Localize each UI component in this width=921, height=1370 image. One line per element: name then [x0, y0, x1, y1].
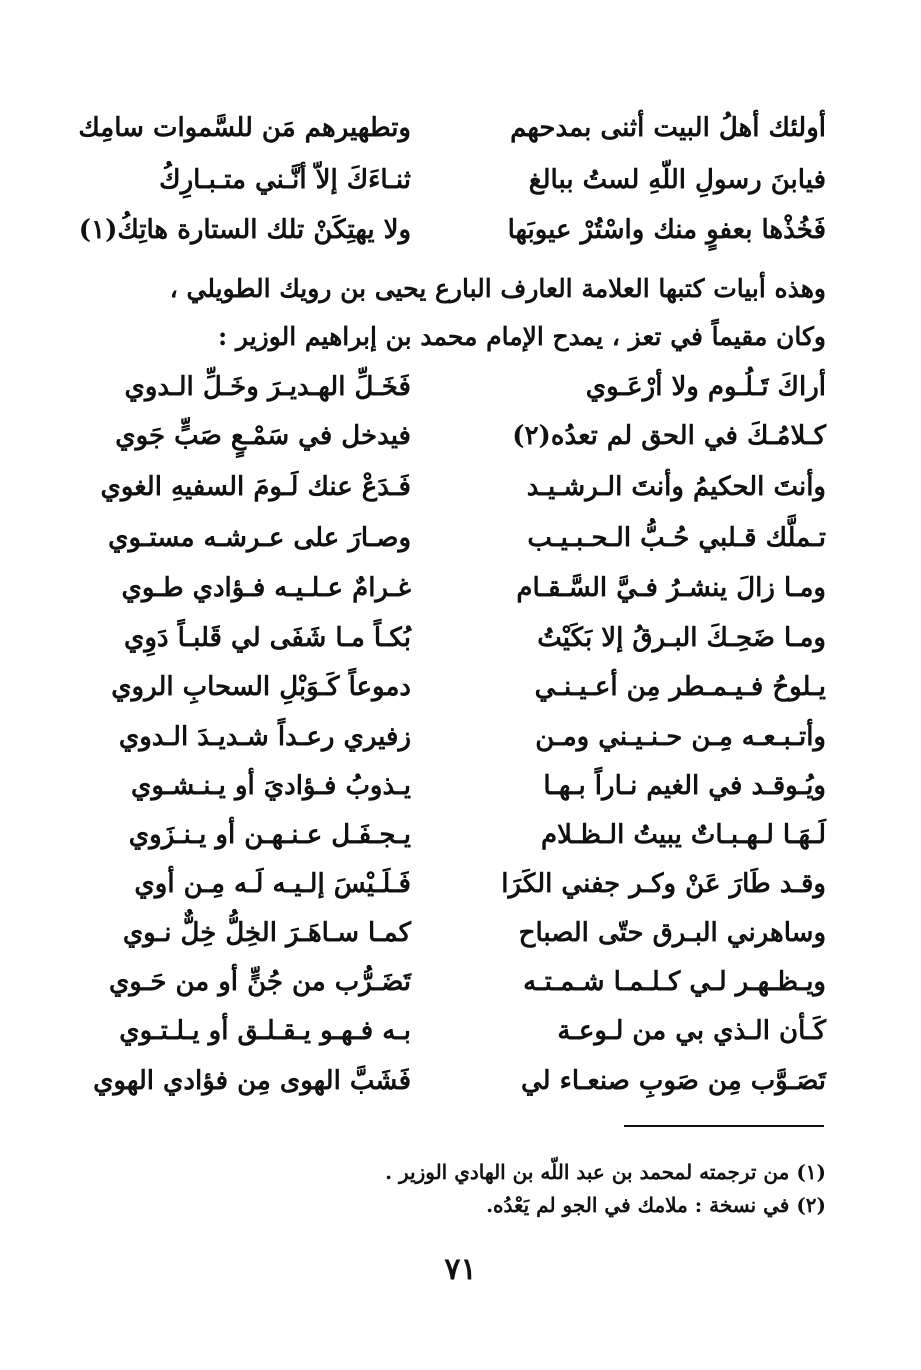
- verse-second-hemistich: فَـدَعْ عنك لَـومَ السفيهِ الغوي: [100, 472, 411, 502]
- verse-first-hemistich: ومـا ضَحِـكَ البـرقُ إلا بَكَيْتُ: [537, 623, 826, 653]
- poem-verse: [81, 1055, 826, 1107]
- verse-second-hemistich: ولا يهتِكَنْ تلك الستارة هاتِكُ(١): [78, 215, 411, 245]
- poem-verse: [81, 661, 826, 713]
- verse-second-hemistich: فَشَبَّ الهوى مِن فؤادي الهوي: [93, 1066, 411, 1096]
- verse-second-hemistich: وتطهيرهم مَن للسَّموات سامِك: [78, 113, 411, 143]
- verse-first-hemistich: وأنتَ الحكيمُ وأنتَ الـرشـيـد: [526, 472, 826, 502]
- intro-verse: [78, 204, 826, 256]
- intro-verse: [81, 154, 826, 206]
- verse-first-hemistich: فَخُذْها بعفوٍ منك واسْتُرْ عيوبَها: [507, 215, 826, 245]
- verse-first-hemistich: ويـظـهـر لـي كـلـمـا شـمـتـه: [523, 967, 826, 997]
- poem-verse: [81, 512, 826, 564]
- verse-first-hemistich: وأتـبـعـه مِـن حـنـيـني ومـن: [535, 722, 826, 752]
- verse-second-hemistich: بـه فـهـو يـقـلـق أو يـلـتـوي: [119, 1016, 411, 1046]
- prose-line: وكان مقيماً في تعز ، يمدح الإمام محمد بن إبراهيم الوزير :: [217, 322, 826, 351]
- verse-second-hemistich: تَضَـرُّب من جُنٍّ أو من حَـوي: [108, 967, 411, 997]
- verse-second-hemistich: فَخَـلِّ الهـديـرَ وخَـلِّ الـدوي: [124, 372, 411, 402]
- footnote-separator: [624, 1125, 824, 1127]
- poem-verse: [81, 612, 826, 664]
- poem-verse: [81, 410, 826, 462]
- page-number: ٧١: [444, 1252, 477, 1287]
- poem-verse: [81, 956, 826, 1008]
- verse-second-hemistich: يـذوبُ فـؤاديَ أو يـنـشـوي: [130, 771, 411, 801]
- verse-second-hemistich: دموعاً كَـوَبْلِ السحابِ الروي: [111, 672, 411, 702]
- poem-verse: [81, 361, 826, 413]
- poem-verse: [81, 461, 826, 513]
- verse-second-hemistich: غـرامٌ عـلـيـه فـؤادي طـوي: [121, 573, 411, 603]
- verse-first-hemistich: كـلامُـكَ في الحق لم تعدُه(٢): [512, 421, 826, 451]
- verse-second-hemistich: وصـارَ على عـرشـه مستـوي: [108, 523, 411, 553]
- verse-first-hemistich: أولئك أهلُ البيت أثنى بمدحهم: [510, 113, 826, 143]
- footnote: (١) من ترجمته لمحمد بن عبد اللّه بن الهادي الوزير .: [385, 1160, 826, 1184]
- verse-second-hemistich: ثنـاءَكَ إلاّ أنَّـني متـبـارِكُ: [159, 165, 411, 195]
- intro-verse: [78, 102, 826, 154]
- verse-first-hemistich: ويُـوقـد في الغيم نـاراً بـهـا: [543, 771, 826, 801]
- verse-second-hemistich: فَـلَـيْسَ إلـيـه لَـه مِـن أوي: [134, 869, 411, 899]
- poem-verse: [81, 711, 826, 763]
- verse-first-hemistich: ومـا زالَ ينشـرُ فـيَّ السَّـقـام: [516, 573, 826, 603]
- verse-first-hemistich: تـملَّك قـلبي حُـبُّ الـحـبـيـب: [527, 523, 826, 553]
- poem-verse: [81, 907, 826, 959]
- verse-first-hemistich: كَـأن الـذي بي من لـوعـة: [557, 1016, 826, 1046]
- verse-first-hemistich: لَـهَـا لـهـبـاتٌ يبيتُ الـظـلام: [541, 820, 826, 850]
- verse-first-hemistich: يـلوحُ فـيـمـطر مِن أعـيـنـي: [534, 672, 826, 702]
- poem-verse: [81, 809, 826, 861]
- verse-second-hemistich: يـجـفَـل عـنـهـن أو يـنـزَوي: [128, 820, 411, 850]
- footnote: (٢) في نسخة : ملامك في الجو لم يَعْدُه.: [486, 1193, 826, 1217]
- poem-verse: [81, 1005, 826, 1057]
- verse-first-hemistich: فيابنَ رسولِ اللّهِ لستُ ببالغ: [528, 165, 826, 195]
- verse-first-hemistich: تَصَـوَّب مِن صَوبِ صنعـاء لي: [520, 1066, 826, 1096]
- poem-verse: [81, 760, 826, 812]
- verse-first-hemistich: وساهرني البـرق حتّى الصباح: [518, 918, 826, 948]
- verse-second-hemistich: فيدخل في سَمْـعٍ صَبٍّ جَوي: [115, 421, 411, 451]
- verse-first-hemistich: وقـد طَارَ عَنْ وكـر جفني الكَرَا: [501, 869, 826, 899]
- poem-verse: [81, 562, 826, 614]
- verse-second-hemistich: زفيري رعـداً شـديـدَ الـدوي: [118, 722, 411, 752]
- prose-line: وهذه أبيات كتبها العلامة العارف البارع يحيى بن رويك الطويلي ،: [169, 274, 826, 303]
- verse-first-hemistich: أراكَ تَـلُـوم ولا أرْعَـوي: [585, 372, 826, 402]
- verse-second-hemistich: كمـا سـاهَـرَ الخِلُّ خِلٌّ نـوي: [122, 918, 411, 948]
- verse-second-hemistich: بُكـاً مـا شَفَى لي قَلبـاً دَوِي: [124, 623, 411, 653]
- poem-verse: [81, 858, 826, 910]
